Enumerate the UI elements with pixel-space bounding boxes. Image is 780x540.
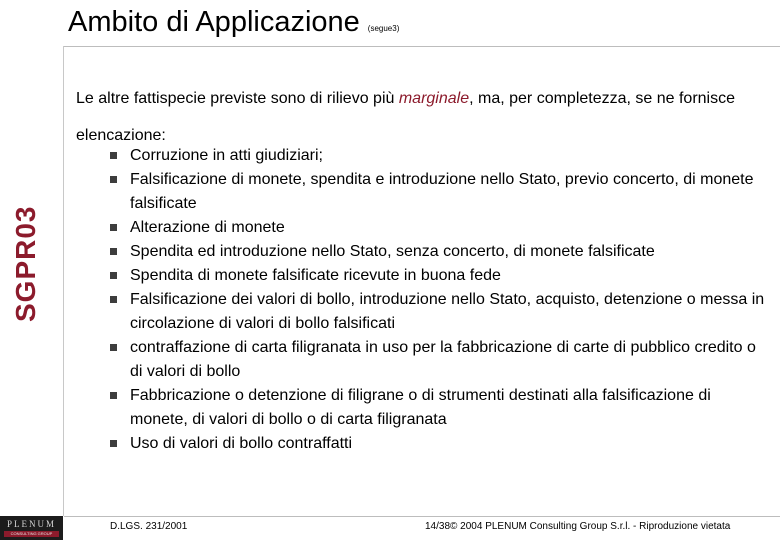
list-item	[110, 240, 770, 264]
list-item	[110, 168, 770, 216]
list-item	[110, 288, 770, 336]
list-item-text: contraffazione di carta filigranata in uso per la fabbricazione di carte di pubblico credito o di valori di bollo	[130, 339, 756, 380]
list-item-text: Uso di valori di bollo contraffatti	[130, 435, 353, 452]
list-item-text: Spendita ed introduzione nello Stato, senza concerto, di monete falsificate	[130, 243, 655, 260]
title-main: Ambito di Applicazione	[68, 6, 360, 38]
list-item	[110, 336, 770, 384]
list-item-text: Alterazione di monete	[130, 219, 285, 236]
square-bullet-icon	[110, 296, 117, 303]
intro-text-after: , ma, per completezza, se ne fornisce elencazione:	[76, 90, 736, 144]
footer-reference: D.LGS. 231/2001	[110, 521, 188, 532]
list-item	[110, 216, 770, 240]
slide-title	[68, 6, 399, 39]
list-item-text: Falsificazione dei valori di bollo, introduzione nello Stato, acquisto, detenzione o messa in circolazione di valori di bollo falsificati	[130, 291, 765, 332]
list-item	[110, 384, 770, 432]
list-item-text: Fabbricazione o detenzione di filigrane o di strumenti destinati alla falsificazione di monete, di valori di bollo o di carta filigranata	[130, 387, 711, 428]
square-bullet-icon	[110, 224, 117, 231]
square-bullet-icon	[110, 392, 117, 399]
intro-text-before: Le altre fattispecie previste sono di rilievo più	[76, 90, 399, 107]
square-bullet-icon	[110, 344, 117, 351]
bullet-list	[110, 144, 770, 456]
square-bullet-icon	[110, 440, 117, 447]
logo-name: PLENUM	[6, 519, 56, 529]
list-item	[110, 432, 770, 456]
title-subtitle: (segue3)	[367, 24, 400, 33]
square-bullet-icon	[110, 248, 117, 255]
square-bullet-icon	[110, 176, 117, 183]
intro-emphasis: marginale	[398, 90, 470, 107]
intro-paragraph	[76, 80, 766, 154]
list-item-text: Falsificazione di monete, spendita e introduzione nello Stato, previo concerto, di monete falsificate	[130, 171, 754, 212]
vertical-code: SGPR03	[10, 205, 41, 322]
square-bullet-icon	[110, 272, 117, 279]
side-divider	[63, 46, 64, 516]
square-bullet-icon	[110, 152, 117, 159]
list-item	[110, 144, 770, 168]
plenum-logo	[0, 516, 63, 540]
list-item	[110, 264, 770, 288]
logo-tagline: CONSULTING GROUP	[4, 531, 59, 537]
title-divider	[64, 46, 780, 47]
list-item-text: Spendita di monete falsificate ricevute in buona fede	[130, 267, 501, 284]
list-item-text: Corruzione in atti giudiziari;	[130, 147, 323, 164]
footer-divider	[64, 516, 780, 517]
footer-copyright: 14/38© 2004 PLENUM Consulting Group S.r.l. - Riproduzione vietata	[425, 521, 731, 532]
